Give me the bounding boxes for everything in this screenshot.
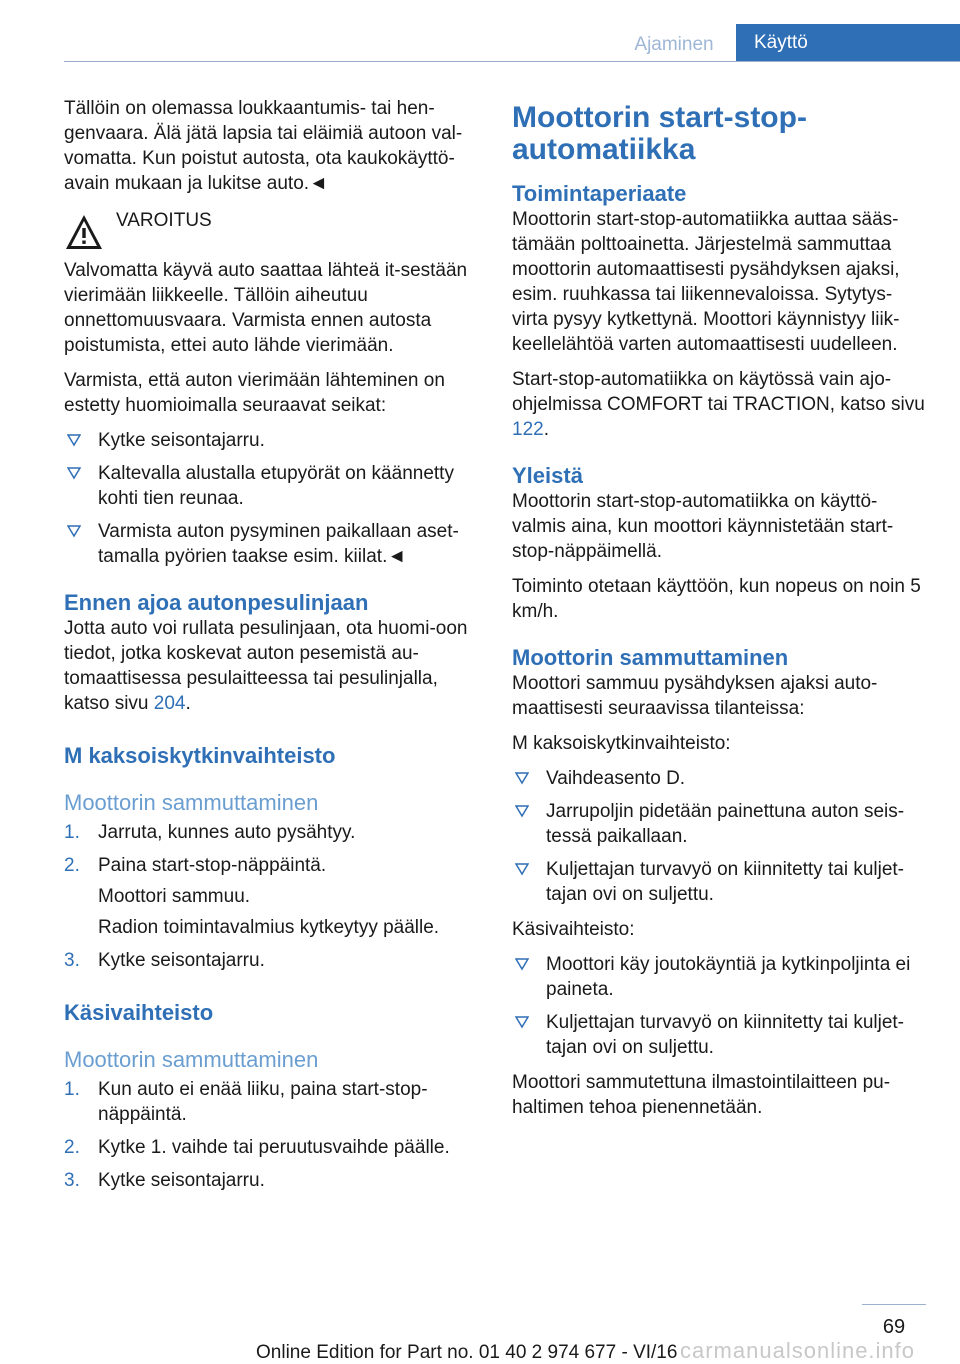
intro-paragraph: Tällöin on olemassa loukkaantumis- tai hen-genvaara. Älä jätä lapsia tai eläimiä autoon val-vomatta. Kun poistut autosta, ota kaukokäyttö-avain mukaan ja lukitse auto.◄ [64,98,463,194]
triangle-bullet-icon [67,524,81,538]
triangle-bullet-icon [67,433,81,447]
list-item: Kytke seisontajarru. [64,428,476,453]
list-item: 3. Kytke seisontajarru. [64,1170,265,1191]
list-item: Kuljettajan turvavyö on kiinnitetty tai kuljet-tajan ovi on suljettu. [512,857,928,907]
m-gearbox-heading: M kaksoiskytkinvaihteisto [64,743,336,768]
list-item: Kuljettajan turvavyö on kiinnitetty tai kuljet-tajan ovi on suljettu. [512,1010,928,1060]
warning-text: Valvomatta käyvä auto saattaa lähteä it-sestään vierimään liikkeelle. Tällöin aiheutuu onnettomuusvaara. Varmista ennen autosta poistumista, ettei auto lähde vierimään. [64,260,468,356]
stop-paragraph: Moottori sammuu pysähdyksen ajaksi auto-maattisesti seuraavissa tilanteissa: [512,673,878,719]
triangle-bullet-icon [515,957,529,971]
carwash-paragraph: Jotta auto voi rullata pesulinjaan, ota huomi-oon tiedot, jotka koskevat auton pesemistä au-tomaattisessa pesulaitteessa tai pesulinjalla, katso sivu 204. [64,618,468,714]
section-title: Moottorin start-stop-automatiikka [512,101,807,166]
manual-stop-subheading: Moottorin sammuttaminen [64,1047,319,1072]
list-item: 3. Kytke seisontajarru. [64,950,265,971]
list-item: 1. Jarruta, kunnes auto pysähtyy. [64,822,356,843]
list-item: Vaihdeasento D. [512,766,928,791]
page-link-204[interactable]: 204 [153,693,186,714]
list-item: Kaltevalla alustalla etupyörät on käännetty kohti tien reunaa. [64,461,476,511]
tab-kaytto[interactable]: Käyttö [736,24,960,62]
list-item: 2. Paina start-stop-näppäintä. Moottori sammuu. Radion toimintavalmius kytkeytyy päälle. [64,855,440,938]
warning-block [64,208,476,258]
right-column [512,96,928,1130]
ac-paragraph: Moottori sammutettuna ilmastointilaitteen pu-haltimen tehoa pienennetään. [512,1072,891,1118]
page-number: 69 [882,1316,906,1338]
triangle-bullet-icon [67,466,81,480]
left-column [64,96,476,1203]
roll-paragraph: Varmista, että auton vierimään lähteminen on estetty huomioimalla seuraavat seikat: [64,370,445,416]
header-rule [64,61,960,62]
principle-heading: Toimintaperiaate [512,181,687,206]
m-steps [64,820,476,973]
general-paragraph: Moottorin start-stop-automatiikka on käyttö-valmis aina, kun moottori käynnistetään start-stop-näppäimellä. [512,491,894,562]
manual-steps [64,1077,476,1193]
list-item: 1. Kun auto ei enää liiku, paina start-stop-näppäintä. [64,1079,428,1125]
stop-heading: Moottorin sammuttaminen [512,645,789,670]
triangle-bullet-icon [515,771,529,785]
m-conditions-list [512,766,928,907]
manual-conditions-list [512,952,928,1060]
mode-paragraph: Start-stop-automatiikka on käytössä vain ajo-ohjelmissa COMFORT tai TRACTION, katso sivu 122. [512,369,925,440]
speed-paragraph: Toiminto otetaan käyttöön, kun nopeus on noin 5 km/h. [512,576,921,622]
roll-list [64,428,476,569]
list-item: Jarrupoljin pidetään painettuna auton seis-tessä paikallaan. [512,799,928,849]
list-item: Moottori käy joutokäyntiä ja kytkinpoljinta ei paineta. [512,952,928,1002]
page-header [0,24,960,62]
manual-gearbox-label: Käsivaihteisto: [512,919,635,940]
warning-label: VAROITUS [116,210,212,231]
watermark: carmanualsonline.info [680,1338,916,1363]
page-footer [0,1302,960,1362]
principle-paragraph: Moottorin start-stop-automatiikka auttaa sääs-tämään polttoainetta. Järjestelmä sammuttaa moottorin automaattisesti pysähdyksen ajaksi, esim. ruuhkassa tai liikennevaloissa. Sytytys-virta pysyy kytkettynä. Moottori käynnistyy liik-keellelähtöä varten automaattisesti uudelleen. [512,209,900,355]
warning-icon [64,212,104,252]
manual-gearbox-heading: Käsivaihteisto [64,1000,214,1025]
m-stop-subheading: Moottorin sammuttaminen [64,790,319,815]
m-gearbox-label: M kaksoiskytkinvaihteisto: [512,733,731,754]
tab-ajaminen[interactable]: Ajaminen [634,34,714,55]
triangle-bullet-icon [515,1015,529,1029]
general-heading: Yleistä [512,463,583,488]
page-link-122[interactable]: 122 [512,419,544,440]
triangle-bullet-icon [515,804,529,818]
list-item: Varmista auton pysyminen paikallaan aset-tamalla pyörien taakse esim. kiilat.◄ [64,519,476,569]
footer-rule [862,1304,926,1305]
carwash-heading: Ennen ajoa autonpesulinjaan [64,590,369,615]
edition-text: Online Edition for Part no. 01 40 2 974 677 - VI/16 [256,1342,678,1363]
list-item: 2. Kytke 1. vaihde tai peruutusvaihde päälle. [64,1137,450,1158]
triangle-bullet-icon [515,862,529,876]
